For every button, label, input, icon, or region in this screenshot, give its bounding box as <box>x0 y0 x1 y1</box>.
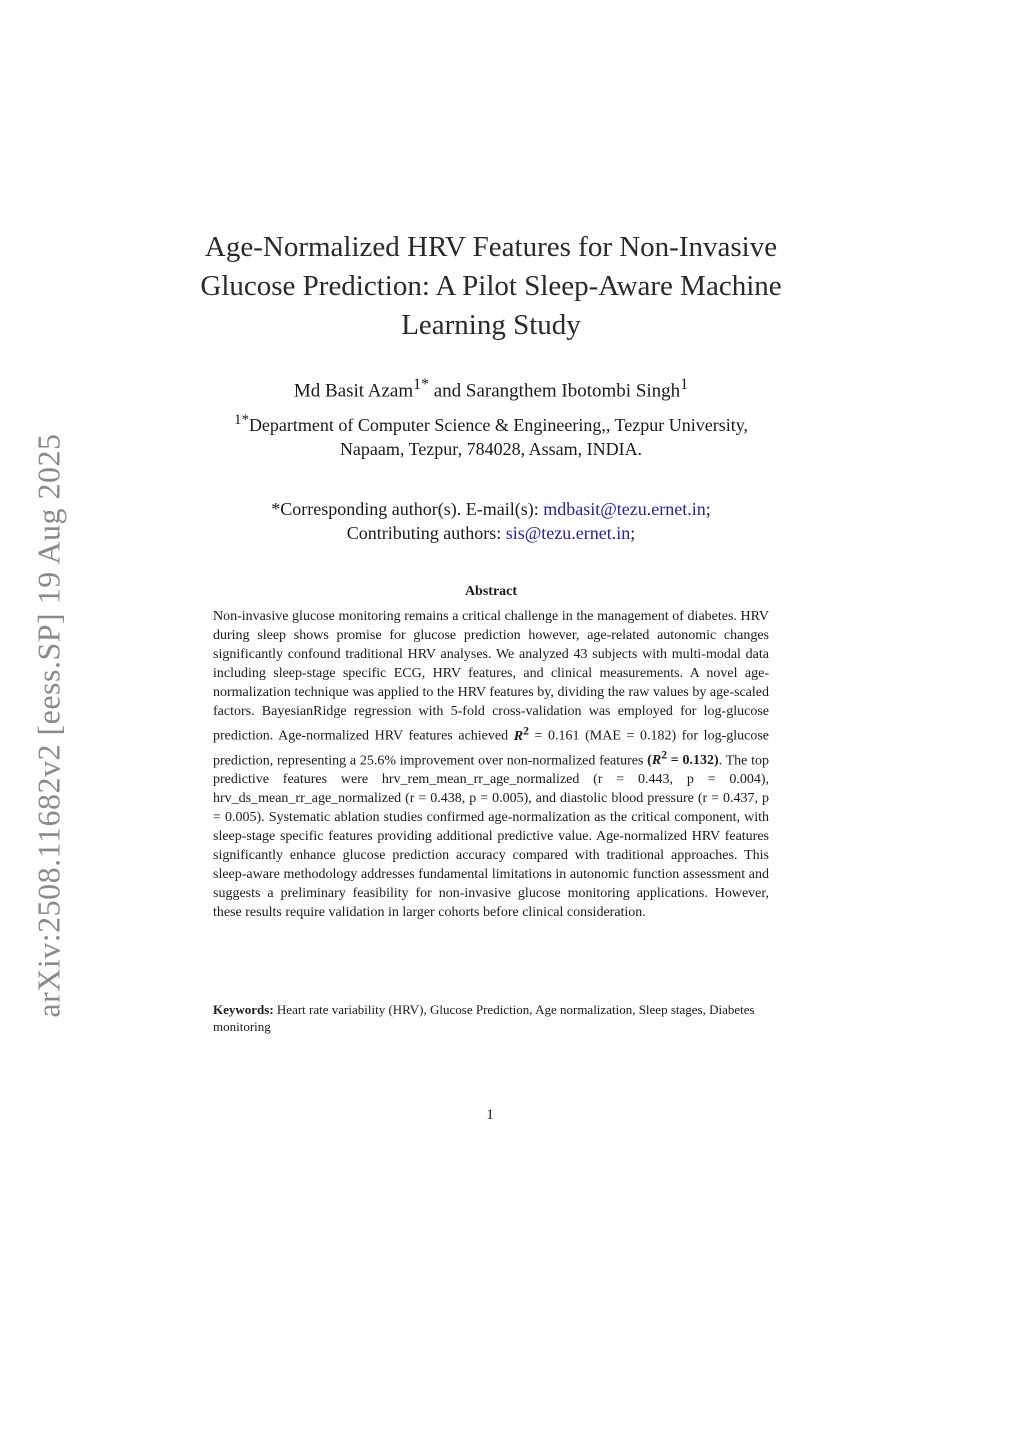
corresponding-email-link[interactable]: mdbasit@tezu.ernet.in <box>543 499 706 519</box>
keywords <box>213 1001 769 1035</box>
title-line-2: Glucose Prediction: A Pilot Sleep-Aware Machine <box>200 270 782 302</box>
correspondence-block <box>180 497 802 545</box>
corresponding-sep: ; <box>705 499 711 519</box>
affiliation-line-1: Department of Computer Science & Engineering,, Tezpur University, <box>248 415 749 435</box>
abstract-heading: Abstract <box>464 584 518 599</box>
arxiv-identifier-text: arXiv:2508.11682v2 [eess.SP] 19 Aug 2025 <box>30 432 67 1018</box>
r2-symbol-bold: R <box>651 753 662 769</box>
affiliation-mark: 1* <box>233 412 249 428</box>
abstract-body <box>213 607 769 922</box>
keywords-label: Keywords: <box>213 1002 274 1017</box>
affiliation-line-2: Napaam, Tezpur, 784028, Assam, INDIA. <box>339 439 643 459</box>
r2-superscript-bold: 2 <box>661 748 668 762</box>
author-2-name: Sarangthem Ibotombi Singh <box>465 380 681 402</box>
author-1-name: Md Basit Azam <box>293 380 414 402</box>
r2-symbol: R <box>513 728 524 744</box>
paper-title <box>180 228 802 345</box>
title-line-3: Learning Study <box>401 309 581 341</box>
contributing-sep: ; <box>630 523 636 543</box>
keywords-text: Heart rate variability (HRV), Glucose Prediction, Age normalization, Sleep stages, Diabetes monitoring <box>213 1002 755 1034</box>
author-1-affiliation-mark: 1* <box>413 376 429 393</box>
contributing-email-link[interactable]: sis@tezu.ernet.in <box>505 523 631 543</box>
arxiv-identifier-watermark <box>20 412 78 1038</box>
author-list <box>180 372 802 404</box>
corresponding-label: *Corresponding author(s). E-mail(s): <box>271 499 544 519</box>
author-2-affiliation-mark: 1 <box>680 376 689 393</box>
bold-open-paren: ( <box>647 753 652 769</box>
contributing-label: Contributing authors: <box>346 523 506 543</box>
abstract-text-part-1: Non-invasive glucose monitoring remains a critical challenge in the management of diabetes. HRV during sleep shows promise for glucose prediction however, age-related autonomic changes significantly confound traditional HRV analyses. We analyzed 43 subjects with multi-modal data including sleep-stage specific ECG, HRV features, and clinical measurements. A novel age-normalization technique was applied to the HRV features by, dividing the raw values by age-scaled factors. BayesianRidge regression with 5-fold cross-validation was employed for log-glucose prediction. Age-normalized HRV features achieved <box>213 609 769 744</box>
abstract-text-part-2: = 0.161 (MAE = 0.182) for log-glucose prediction, representing a 25.6% improvement over non-normalized features <box>213 728 769 769</box>
bold-baseline-value: = 0.132) <box>667 753 719 769</box>
page-number: 1 <box>486 1107 494 1123</box>
title-line-1: Age-Normalized HRV Features for Non-Invasive <box>204 231 778 263</box>
r2-superscript: 2 <box>523 724 529 737</box>
abstract-text-part-3: . The top predictive features were hrv_rem_mean_rr_age_normalized (r = 0.443, p = 0.004), hrv_ds_mean_rr_age_normalized (r = 0.438, p = 0.005), and diastolic blood pressure (r = 0.437, p = 0.005). Systematic ablation studies confirmed age-normalization as the critical component, with sleep-stage specific features providing additional predictive value. Age-normalized HRV features significantly enhance glucose prediction accuracy compared with traditional approaches. This sleep-aware methodology addresses fundamental limitations in autonomic function assessment and suggests a preliminary feasibility for non-invasive glucose monitoring applications. However, these results require validation in larger cohorts before clinical consideration. <box>213 753 769 921</box>
affiliation <box>180 408 802 461</box>
author-connector: and <box>428 380 466 402</box>
